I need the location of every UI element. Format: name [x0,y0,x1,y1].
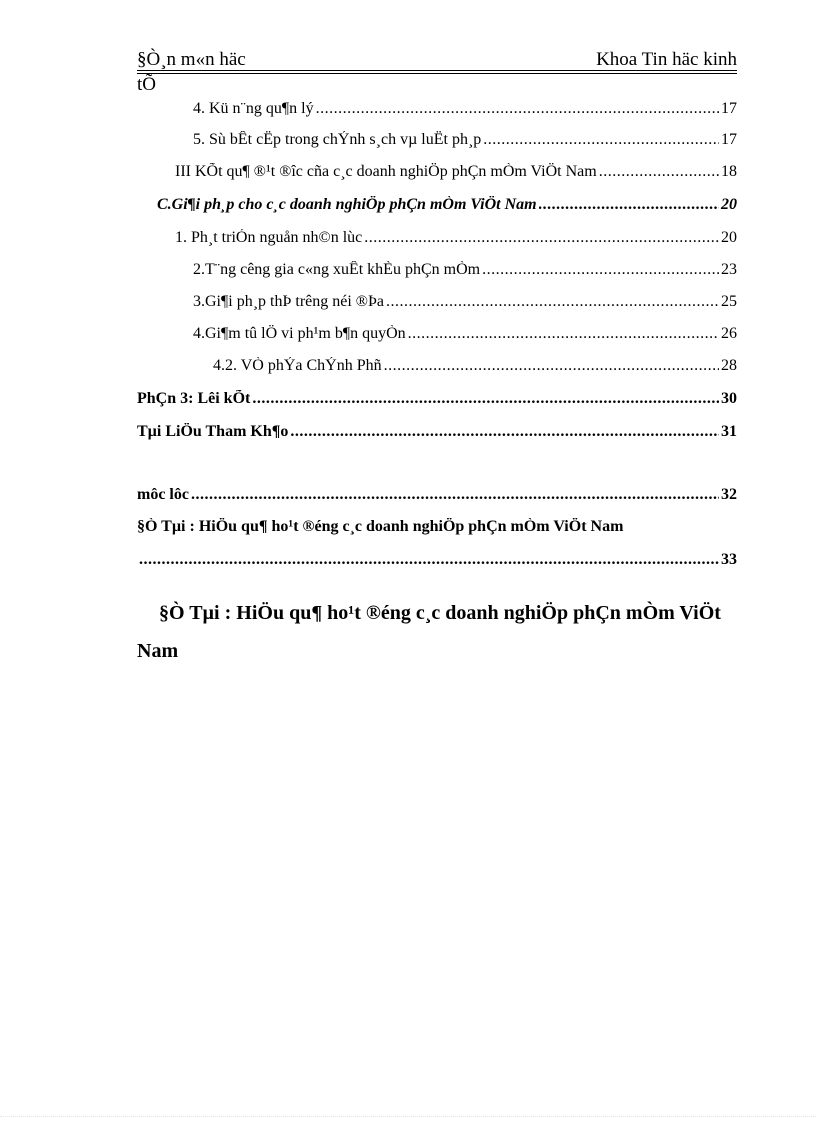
toc-entry: 1. Ph¸t triÓn nguån nh©n lùc ..... 20 [175,229,737,247]
toc-entry: 4.2. VÒ phÝa ChÝnh Phñ ..... 28 [213,357,737,375]
toc-leader [386,293,719,311]
header-rule [137,70,737,71]
toc-leader [483,131,719,149]
toc-leader [599,163,719,181]
toc-entry-topic-continued: ..... 33 [137,551,737,569]
toc-leader [384,357,719,375]
toc-leader [482,261,719,279]
toc-leader [139,551,719,569]
page-bottom-border [0,1116,816,1117]
toc-leader [408,325,719,343]
toc-entry-references: Tµi LiÖu Tham Kh¶o ..... 31 [137,423,737,441]
toc-entry: 2.T¨ng cêng gia c«ng xuÊt khÈu phÇn mÒm ..... 23 [193,261,737,279]
header-wrap-text: tÕ [137,74,156,95]
toc-entry: 4. Kü n¨ng qu¶n lý ..... 17 [193,100,737,118]
toc-entry: 5. Sù bÊt cËp trong chÝnh s¸ch vµ luËt ph¸p ..... 17 [193,131,737,149]
toc-entry-contents: môc lôc ..... 32 [137,486,737,504]
toc-leader [290,423,719,441]
toc-leader [316,100,719,118]
toc-entry-section-c: C.Gi¶i ph¸p cho c¸c doanh nghiÖp phÇn mÒm ViÖt Nam ..... 20 [157,196,737,214]
header-rule-double [137,73,737,74]
toc-leader [191,486,719,504]
toc-entry-topic: §Ò Tµi : HiÖu qu¶ ho¹t ®éng c¸c doanh nghiÖp phÇn mÒm ViÖt Nam [137,518,624,535]
toc-entry: 4.Gi¶m tû lÖ vi ph¹m b¶n quyÒn ..... 26 [193,325,737,343]
toc-entry-part-3: PhÇn 3: Lêi kÕt ..... 30 [137,390,737,408]
toc-leader [252,390,719,408]
header-left: §Ò¸n m«n häc [137,49,246,70]
toc-leader [364,229,719,247]
toc-entry: III KÕt qu¶ ®¹t ®îc cña c¸c doanh nghiÖp phÇn mÒm ViÖt Nam ..... 18 [175,163,737,181]
header-right: Khoa Tin häc kinh [596,49,737,70]
toc-entry: 3.Gi¶i ph¸p thÞ trêng néi ®Þa ..... 25 [193,293,737,311]
page-header [137,49,737,73]
toc-leader [539,196,719,214]
topic-title: §Ò Tµi : HiÖu qu¶ ho¹t ®éng c¸c doanh nghiÖp phÇn mÒm ViÖt Nam [137,602,721,662]
